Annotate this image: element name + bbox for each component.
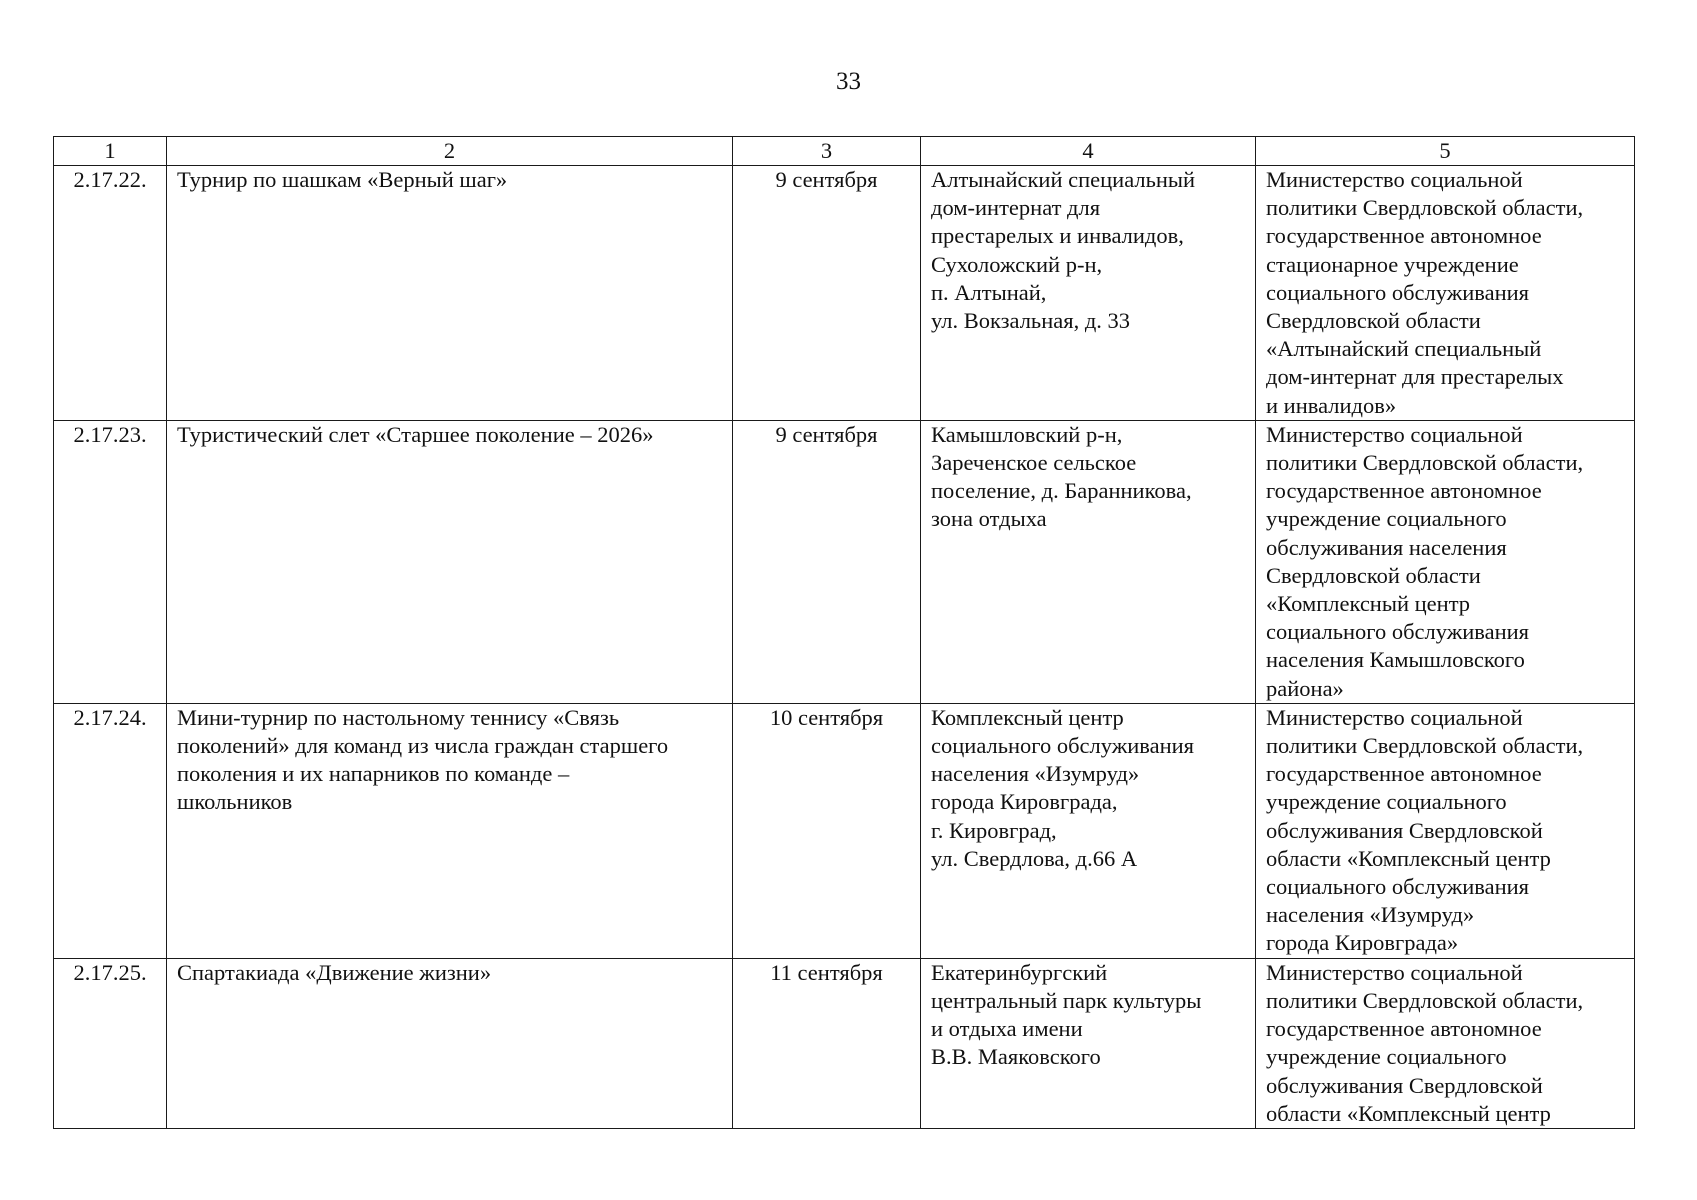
row-number: 2.17.25. <box>54 958 167 1128</box>
event-organizer: Министерство социальной политики Свердловской области, государственное автономное стационарное учреждение социального обслуживания Свердловской области «Алтынайский специальный дом-интернат для престарелых и инвалидов» <box>1256 166 1635 421</box>
page-number: 33 <box>836 68 861 95</box>
events-table <box>53 136 1635 1129</box>
table-row <box>54 958 1635 1128</box>
row-number: 2.17.23. <box>54 420 167 703</box>
event-title: Туристический слет «Старшее поколение – 2026» <box>167 420 733 703</box>
event-location: Камышловский р-н, Зареченское сельское поселение, д. Баранникова, зона отдыха <box>921 420 1256 703</box>
event-title: Турнир по шашкам «Верный шаг» <box>167 166 733 421</box>
column-header-3: 3 <box>733 137 921 166</box>
event-location: Комплексный центр социального обслуживания населения «Изумруд» города Кировграда, г. Кировград, ул. Свердлова, д.66 А <box>921 703 1256 958</box>
event-organizer: Министерство социальной политики Свердловской области, государственное автономное учреждение социального обслуживания Свердловской области «Комплексный центр социального обслуживания населения «Изумруд» города Кировграда» <box>1256 703 1635 958</box>
table-row <box>54 703 1635 958</box>
column-header-5: 5 <box>1256 137 1635 166</box>
row-number: 2.17.22. <box>54 166 167 421</box>
column-header-1: 1 <box>54 137 167 166</box>
event-date: 9 сентября <box>733 420 921 703</box>
event-location: Екатеринбургский центральный парк культуры и отдыха имени В.В. Маяковского <box>921 958 1256 1128</box>
column-header-4: 4 <box>921 137 1256 166</box>
event-organizer: Министерство социальной политики Свердловской области, государственное автономное учреждение социального обслуживания Свердловской области «Комплексный центр <box>1256 958 1635 1128</box>
table-header-row <box>54 137 1635 166</box>
table-row <box>54 420 1635 703</box>
event-date: 10 сентября <box>733 703 921 958</box>
event-date: 9 сентября <box>733 166 921 421</box>
event-location: Алтынайский специальный дом-интернат для престарелых и инвалидов, Сухоложский р-н, п. Алтынай, ул. Вокзальная, д. 33 <box>921 166 1256 421</box>
event-title: Мини-турнир по настольному теннису «Связь поколений» для команд из числа граждан старшего поколения и их напарников по команде – школьников <box>167 703 733 958</box>
event-title: Спартакиада «Движение жизни» <box>167 958 733 1128</box>
table-row <box>54 166 1635 421</box>
event-date: 11 сентября <box>733 958 921 1128</box>
row-number: 2.17.24. <box>54 703 167 958</box>
column-header-2: 2 <box>167 137 733 166</box>
event-organizer: Министерство социальной политики Свердловской области, государственное автономное учреждение социального обслуживания населения Свердловской области «Комплексный центр социального обслуживания населения Камышловского района» <box>1256 420 1635 703</box>
